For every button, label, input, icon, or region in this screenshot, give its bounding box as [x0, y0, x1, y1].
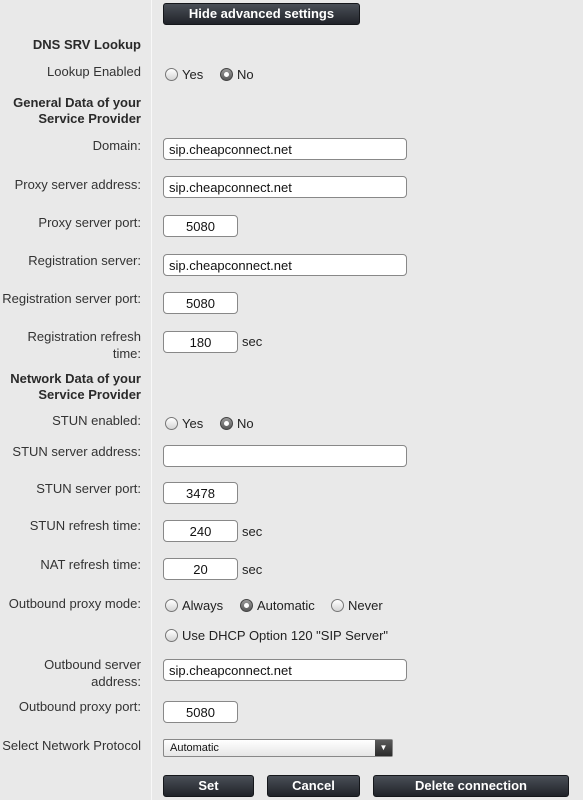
general-heading-line1: General Data of your — [13, 95, 141, 110]
delete-connection-button[interactable]: Delete connection — [373, 775, 569, 797]
network-heading-line1: Network Data of your — [10, 371, 141, 386]
network-protocol-select[interactable] — [163, 739, 393, 757]
radio-unchecked-icon — [165, 417, 178, 430]
registration-server-input[interactable] — [163, 254, 407, 276]
stun-no-radio[interactable] — [220, 415, 254, 432]
mode-automatic-radio[interactable] — [240, 597, 315, 614]
lookup-no-radio[interactable] — [220, 66, 254, 83]
refresh-label-line2: time: — [112, 346, 141, 361]
nat-refresh-input[interactable] — [163, 558, 238, 580]
stun-port-input[interactable] — [163, 482, 238, 504]
stun-yes-radio[interactable] — [165, 415, 203, 432]
radio-unchecked-icon — [165, 629, 178, 642]
hide-advanced-settings-button[interactable]: Hide advanced settings — [163, 3, 360, 25]
proxy-port-label: Proxy server port: — [38, 215, 141, 230]
domain-label: Domain: — [92, 138, 141, 153]
radio-unchecked-icon — [331, 599, 344, 612]
mode-always-text: Always — [182, 598, 224, 613]
column-divider — [151, 0, 152, 800]
lookup-yes-text: Yes — [182, 67, 204, 82]
refresh-label-line1: Registration refresh — [27, 329, 141, 344]
outbound-port-input[interactable] — [163, 701, 238, 723]
radio-checked-icon — [220, 417, 233, 430]
mode-never-radio[interactable] — [331, 597, 383, 614]
dhcp-option-radio[interactable] — [165, 627, 388, 644]
dns-srv-heading: DNS SRV Lookup — [32, 37, 141, 52]
stun-no-text: No — [237, 416, 254, 431]
mode-always-radio[interactable] — [165, 597, 223, 614]
stun-yes-text: Yes — [182, 416, 204, 431]
mode-automatic-text: Automatic — [257, 598, 315, 613]
radio-unchecked-icon — [165, 599, 178, 612]
set-button[interactable]: Set — [163, 775, 254, 797]
outbound-server-input[interactable] — [163, 659, 407, 681]
domain-input[interactable] — [163, 138, 407, 160]
outbound-server-label — [0, 656, 141, 690]
stun-address-label: STUN server address: — [12, 444, 141, 459]
stun-enabled-label: STUN enabled: — [52, 413, 141, 428]
outbound-mode-label: Outbound proxy mode: — [8, 596, 141, 611]
radio-checked-icon — [220, 68, 233, 81]
radio-checked-icon — [240, 599, 253, 612]
stun-port-label: STUN server port: — [36, 481, 141, 496]
outbound-server-label-line2: address: — [91, 674, 141, 689]
registration-refresh-input[interactable] — [163, 331, 238, 353]
nat-refresh-unit: sec — [242, 562, 263, 577]
lookup-yes-radio[interactable] — [165, 66, 203, 83]
network-heading-line2: Service Provider — [38, 387, 141, 402]
dropdown-arrow-icon[interactable]: ▼ — [375, 740, 392, 756]
general-data-heading — [0, 95, 141, 127]
mode-never-text: Never — [348, 598, 383, 613]
network-protocol-label: Select Network Protocol — [2, 738, 141, 753]
nat-refresh-label: NAT refresh time: — [40, 557, 141, 572]
stun-refresh-label: STUN refresh time: — [29, 518, 141, 533]
registration-server-label: Registration server: — [28, 253, 141, 268]
lookup-enabled-label: Lookup Enabled — [47, 64, 141, 79]
outbound-port-label: Outbound proxy port: — [18, 699, 141, 714]
stun-address-input[interactable] — [163, 445, 407, 467]
registration-port-input[interactable] — [163, 292, 238, 314]
general-heading-line2: Service Provider — [38, 111, 141, 126]
radio-unchecked-icon — [165, 68, 178, 81]
registration-refresh-label — [0, 328, 141, 362]
proxy-address-input[interactable] — [163, 176, 407, 198]
registration-refresh-unit: sec — [242, 334, 263, 349]
registration-port-label: Registration server port: — [2, 291, 141, 306]
network-data-heading — [0, 371, 141, 403]
stun-refresh-unit: sec — [242, 524, 263, 539]
cancel-button[interactable]: Cancel — [267, 775, 360, 797]
lookup-no-text: No — [237, 67, 254, 82]
stun-refresh-input[interactable] — [163, 520, 238, 542]
proxy-address-label: Proxy server address: — [14, 177, 141, 192]
proxy-port-input[interactable] — [163, 215, 238, 237]
outbound-server-label-line1: Outbound server — [44, 657, 141, 672]
dhcp-option-text: Use DHCP Option 120 "SIP Server" — [182, 628, 389, 643]
network-protocol-value: Automatic — [170, 742, 219, 754]
